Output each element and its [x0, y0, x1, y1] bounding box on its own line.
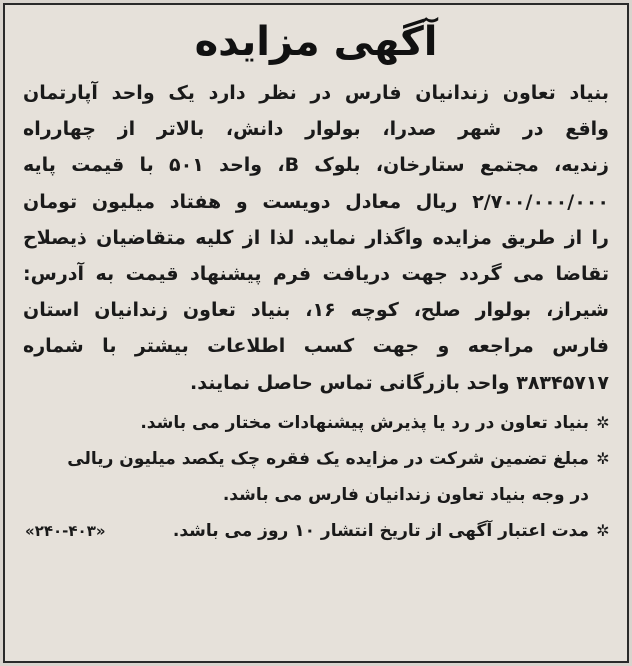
note-text: بنیاد تعاون در رد یا پذیرش پیشنهادات مختار می باشد. [140, 412, 589, 433]
note-item [19, 441, 613, 477]
body-line: واقع در شهر صدرا، بولوار دانش، بالاتر از چهارراه [23, 118, 609, 141]
body-line: شیراز، بولوار صلح، کوچه ۱۶، بنیاد تعاون زندانیان استان [23, 299, 609, 322]
note-text: مبلغ تضمین شرکت در مزایده یک فقره چک یکصد میلیون ریالی [67, 448, 589, 469]
notice-title: آگهی مزایده [194, 19, 438, 65]
notice-body [23, 75, 609, 401]
ad-code: «۲۴۰-۴۰۳» [25, 521, 106, 540]
body-line: ۳۸۳۴۵۷۱۷ واحد بازرگانی تماس حاصل نمایند. [190, 371, 609, 394]
body-line: را از طریق مزایده واگذار نماید. لذا از کلیه متقاضیان ذیصلاح [23, 226, 609, 249]
body-line: ۲/۷۰۰/۰۰۰/۰۰۰ ریال معادل دویست و هفتاد میلیون تومان [23, 190, 609, 213]
body-line: فارس مراجعه و جهت کسب اطلاعات بیشتر با شماره [23, 335, 609, 358]
note-item [19, 405, 613, 441]
auction-notice [3, 3, 629, 663]
note-item [19, 513, 613, 549]
body-line: بنیاد تعاون زندانیان فارس در نظر دارد یک واحد آپارتمان [23, 82, 609, 104]
note-text: مدت اعتبار آگهی از تاریخ انتشار ۱۰ روز می باشد. [172, 520, 589, 541]
body-line: زندیه، مجتمع ستارخان، بلوک B، واحد ۵۰۱ با قیمت پایه [23, 154, 609, 177]
note-text-continued: در وجه بنیاد تعاون زندانیان فارس می باشد. [222, 484, 589, 505]
notice-notes [19, 405, 613, 549]
star-bullet-icon: ✲ [596, 448, 610, 468]
star-bullet-icon: ✲ [596, 520, 610, 540]
body-line: تقاضا می گردد جهت دریافت فرم پیشنهاد قیمت به آدرس: [23, 263, 609, 286]
star-bullet-icon: ✲ [596, 412, 610, 432]
